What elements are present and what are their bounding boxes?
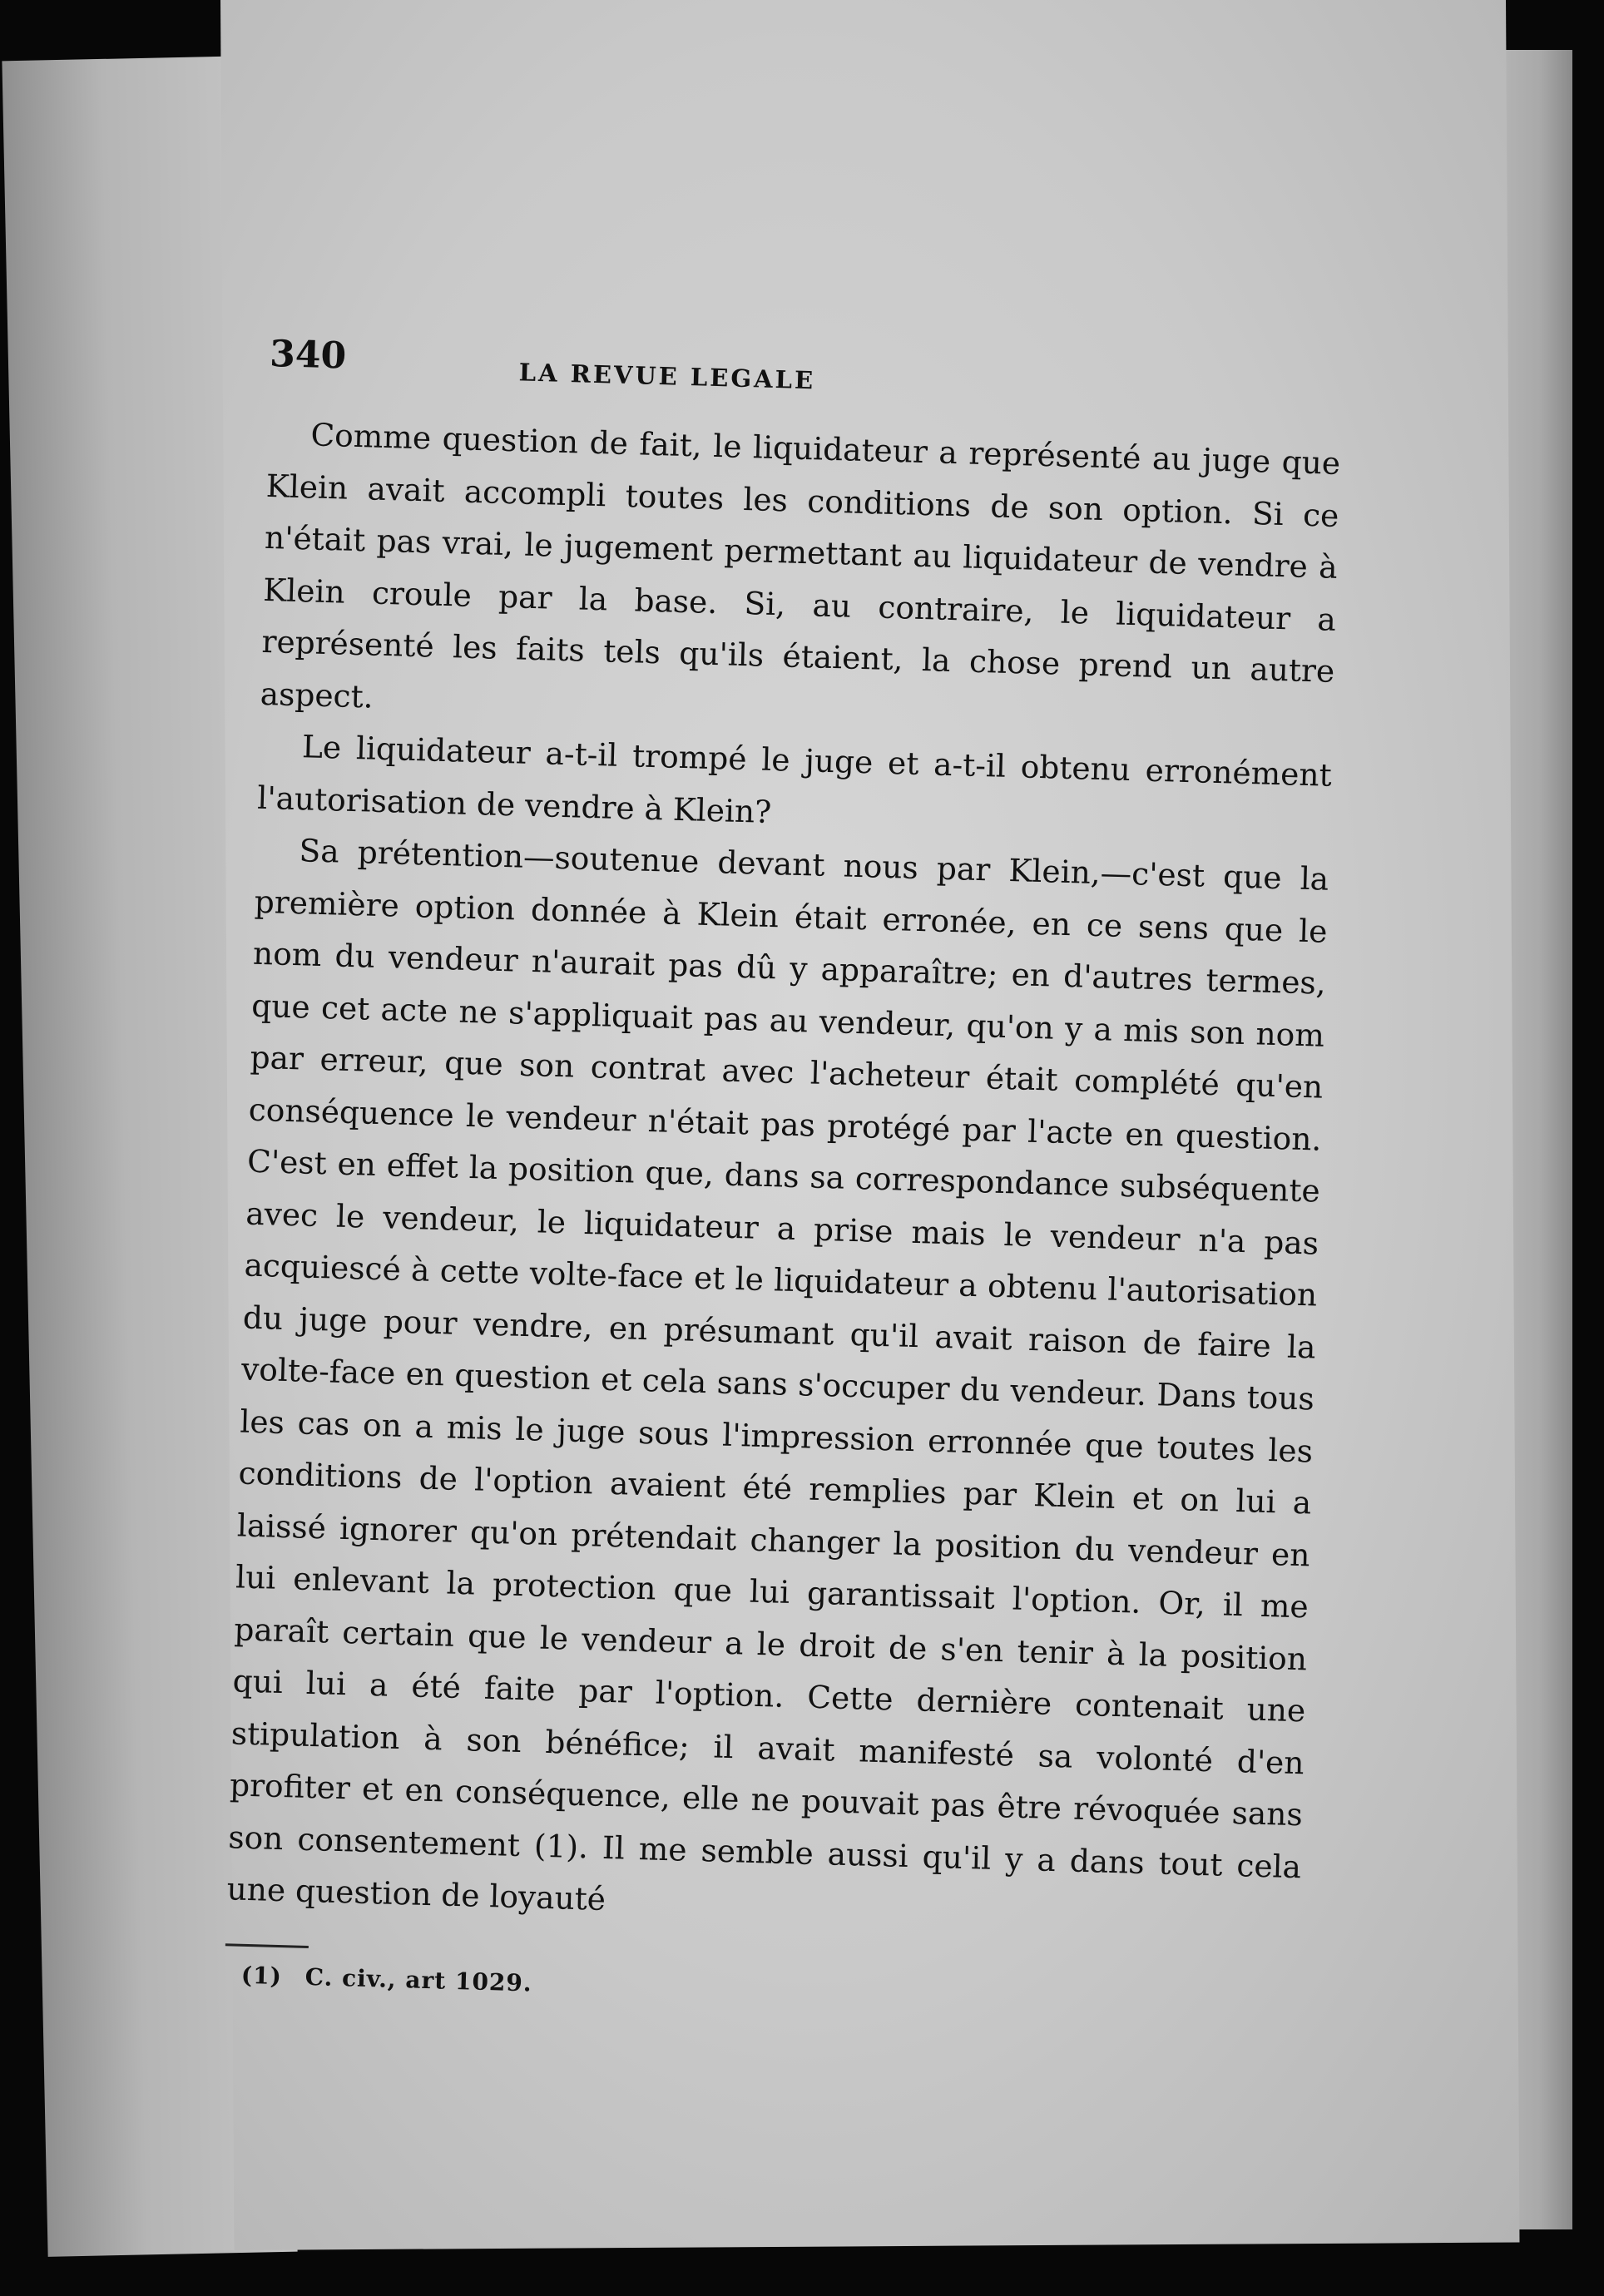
paragraph: Le liquidateur a-t-il trompé le juge et a-t-il obtenu erronément l'autorisation de vendre à Klein?	[256, 728, 1333, 830]
page-number: 340	[269, 333, 347, 378]
footnote-marker: (1)	[240, 1961, 283, 1990]
body-text	[226, 408, 1341, 1945]
footnote-separator	[225, 1943, 309, 1948]
footnote-text: C. civ., art 1029.	[304, 1962, 533, 1997]
running-title: LA REVUE LEGALE	[518, 358, 816, 395]
paragraph: Comme question de fait, le liquidateur a représenté au juge que Klein avait accompli toutes les conditions de son option. Si ce n'était pas vrai, le jugement permettant au liquidateur de vendre à Klein croule par la base. Si, au contraire, le liquidateur a représenté les faits tels qu'ils étaient, la chose prend un autre aspect.	[260, 416, 1341, 715]
page-content	[224, 333, 1343, 2018]
paragraph: Sa prétention—soutenue devant nous par Klein,—c'est que la première option donnée à Klein était erronée, en ce sens que le nom du vendeur n'aurait pas dû y apparaître; en d'autres termes, que cet acte ne s'appliquait pas au vendeur, qu'on y a mis son nom par erreur, que son contrat avec l'acheteur était complété qu'en conséquence le vendeur n'était pas protégé par l'acte en question. C'est en effet la position que, dans sa correspondance subséquente avec le vendeur, le liquidateur a prise mais le vendeur n'a pas acquiescé à cette volte-face et le liquidateur a obtenu l'autorisation du juge pour vendre, en présumant qu'il avait raison de faire la volte-face en question et cela sans s'occuper du vendeur. Dans tous les cas on a mis le juge sous l'impression erronnée que toutes les conditions de l'option avaient été remplies par Klein et on lui a laissé ignorer qu'on prétendait changer la position du vendeur en lui enlevant la protection que lui garantissait l'option. Or, il me paraît certain que le vendeur a le droit de s'en tenir à la position qui lui a été faite par l'option. Cette dernière contenait une stipulation à son bénéfice; il avait manifesté sa volonté d'en profiter et en conséquence, elle ne pouvait pas être révoquée sans son consentement (1). Il me semble aussi qu'il y a dans tout cela une question de loyauté	[226, 832, 1329, 1917]
